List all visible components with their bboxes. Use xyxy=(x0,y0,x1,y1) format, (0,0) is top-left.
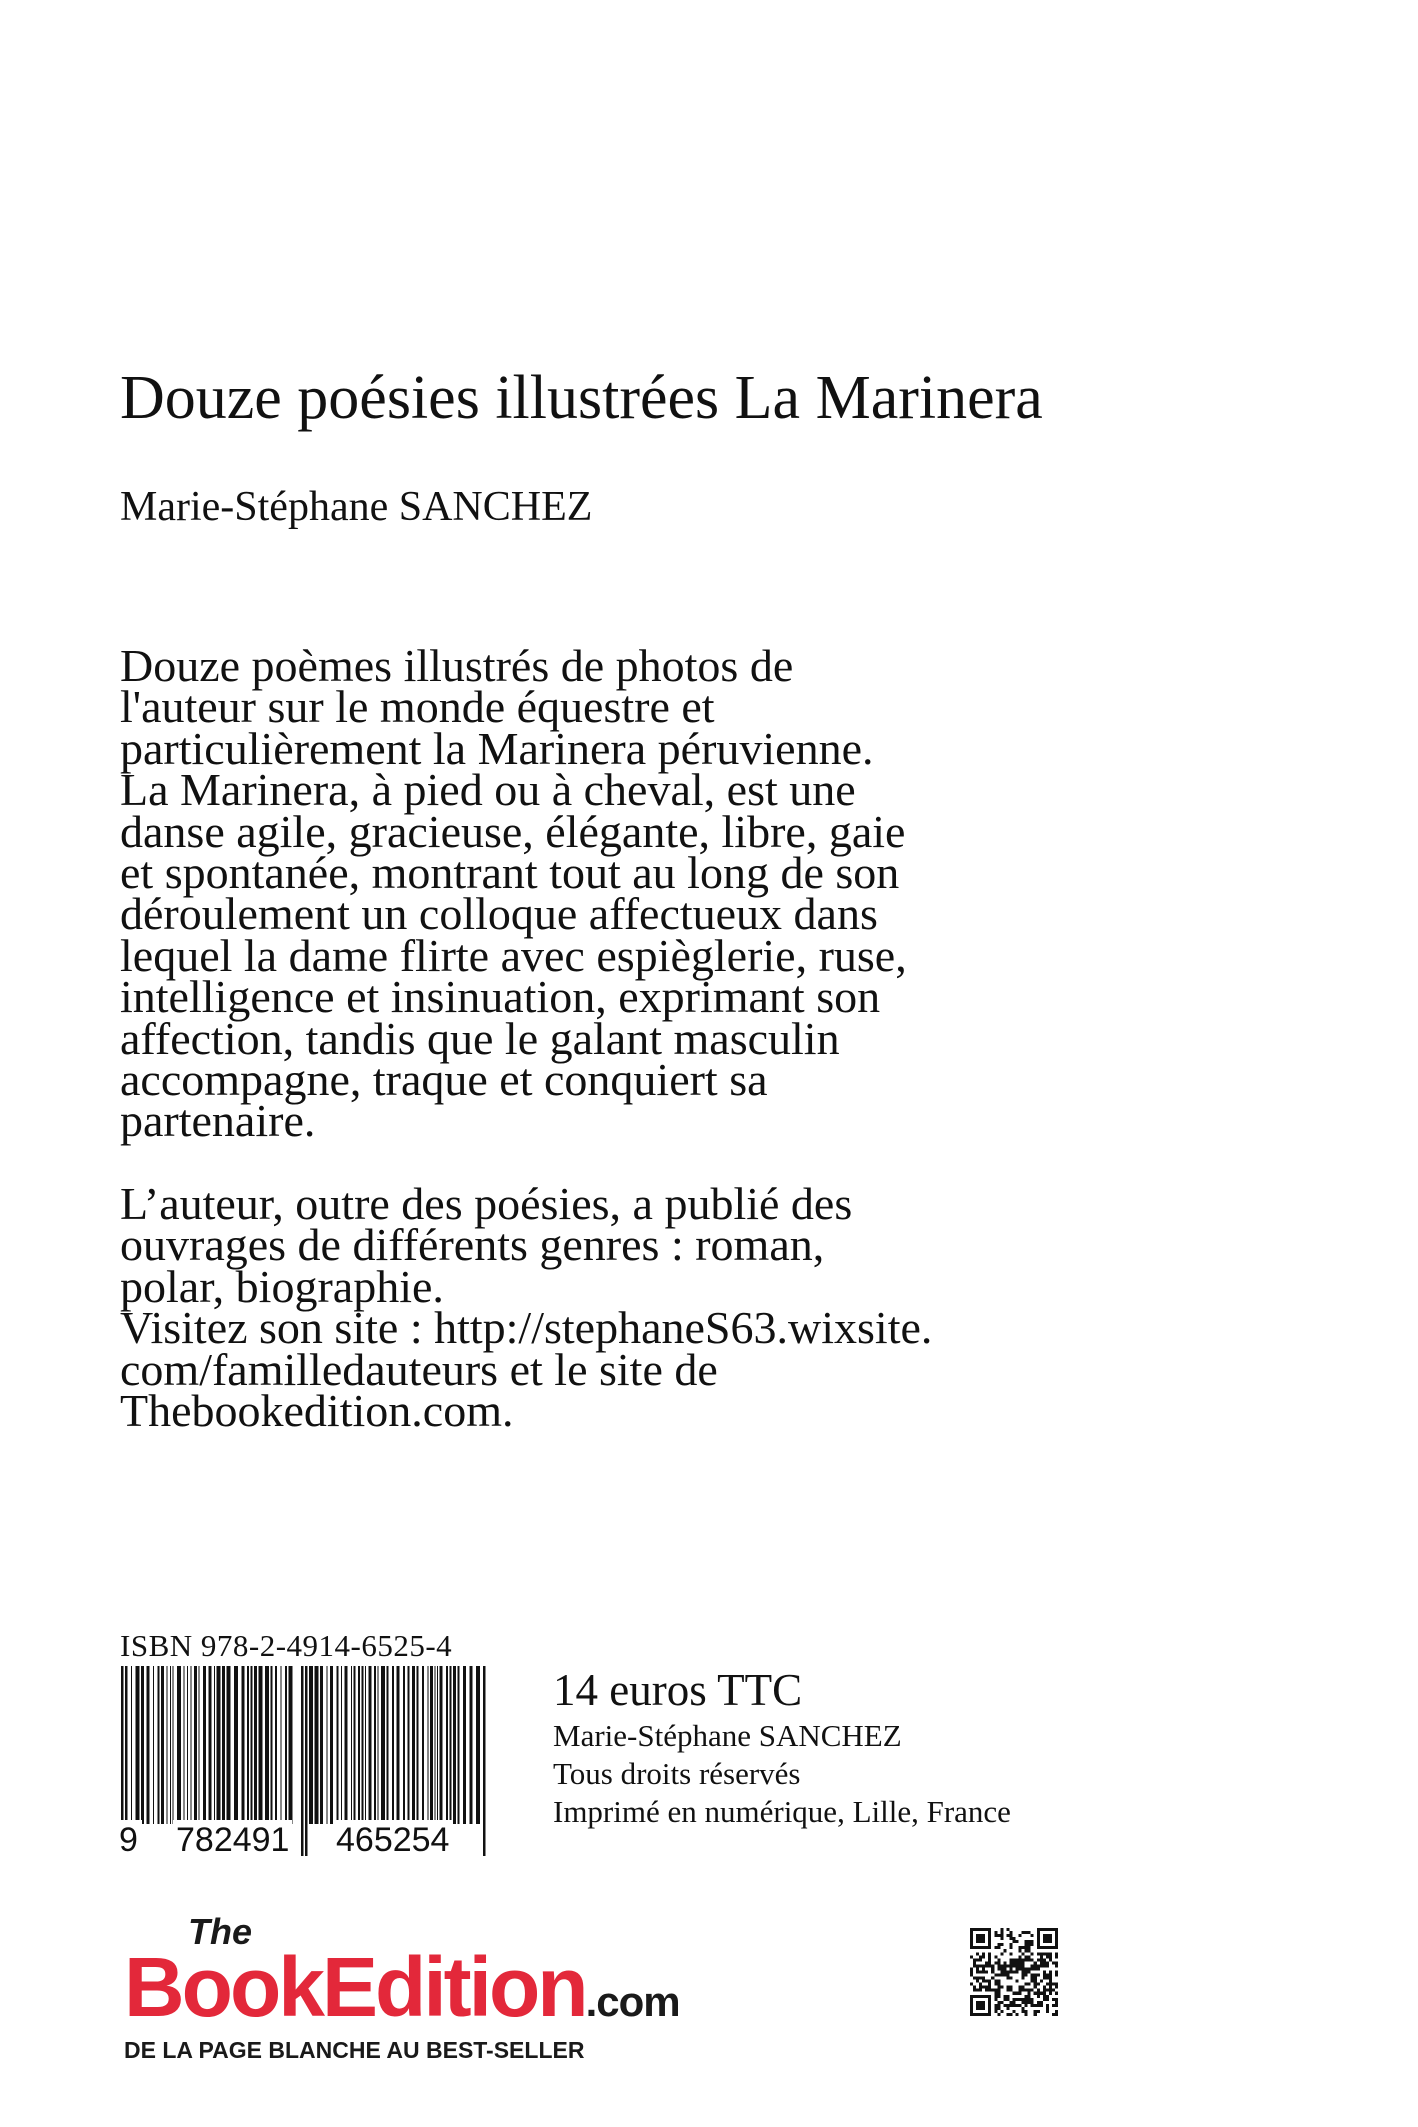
blurb-paragraph-2-line: Thebookedition.com. xyxy=(120,1385,514,1437)
barcode-digits-group-1: 782491 xyxy=(173,1820,292,1860)
printing-info: Imprimé en numérique, Lille, France xyxy=(553,1794,1011,1829)
blurb-paragraph-1-line: particulièrement la Marinera péruvienne. xyxy=(120,722,874,774)
logo-suffix-text: .com xyxy=(585,1978,680,2025)
barcode-digits xyxy=(117,1820,487,1860)
rights-notice: Tous droits réservés xyxy=(553,1756,801,1791)
price: 14 euros TTC xyxy=(553,1665,803,1715)
isbn-label: ISBN 978-2-4914-6525-4 xyxy=(120,1628,453,1663)
blurb-paragraph-2-line: ouvrages de différents genres : roman, xyxy=(120,1219,825,1271)
blurb-paragraph-1-line: lequel la dame flirte avec espièglerie, ruse, xyxy=(120,929,907,981)
blurb-paragraph-1-line: La Marinera, à pied ou à cheval, est une xyxy=(120,764,856,816)
logo-the-text: The xyxy=(188,1911,253,1952)
blurb-paragraph-1-line: l'auteur sur le monde équestre et xyxy=(120,681,715,733)
blurb-paragraph-2-line: polar, biographie. xyxy=(120,1260,444,1312)
blurb-paragraph-2-line: com/familledauteurs et le site de xyxy=(120,1343,718,1395)
blurb-paragraph-1 xyxy=(120,640,1120,1147)
qr-code-icon xyxy=(970,1928,1058,2016)
book-title: Douze poésies illustrées La Marinera xyxy=(120,364,1043,432)
blurb-paragraph-2-line: L’auteur, outre des poésies, a publié des xyxy=(120,1178,853,1229)
blurb-paragraph-1-line: affection, tandis que le galant masculin xyxy=(120,1012,840,1064)
rights-holder: Marie-Stéphane SANCHEZ xyxy=(553,1718,902,1753)
blurb-paragraph-1-line: Douze poèmes illustrés de photos de xyxy=(120,640,794,691)
barcode-digits-group-2: 465254 xyxy=(333,1820,452,1860)
publisher-tagline: DE LA PAGE BLANCHE AU BEST-SELLER xyxy=(124,2037,585,2063)
blurb-paragraph-1-line: intelligence et insinuation, exprimant son xyxy=(120,971,881,1023)
blurb-paragraph-1-line: partenaire. xyxy=(120,1095,316,1147)
barcode-digit-first: 9 xyxy=(119,1820,142,1860)
blurb-paragraph-2-line: Visitez son site : http://stephaneS63.wixsite. xyxy=(120,1302,933,1354)
logo-main-text: BookEdition xyxy=(124,1940,586,2034)
blurb-paragraph-1-line: danse agile, gracieuse, élégante, libre, gaie xyxy=(120,805,906,857)
blurb-paragraph-1-line: accompagne, traque et conquiert sa xyxy=(120,1054,768,1106)
blurb-paragraph-2 xyxy=(120,1178,1120,1437)
blurb-paragraph-1-line: et spontanée, montrant tout au long de son xyxy=(120,847,900,899)
publisher-logo xyxy=(124,1942,680,2047)
blurb-paragraph-1-line: déroulement un colloque affectueux dans xyxy=(120,888,878,940)
book-author: Marie-Stéphane SANCHEZ xyxy=(120,484,593,530)
